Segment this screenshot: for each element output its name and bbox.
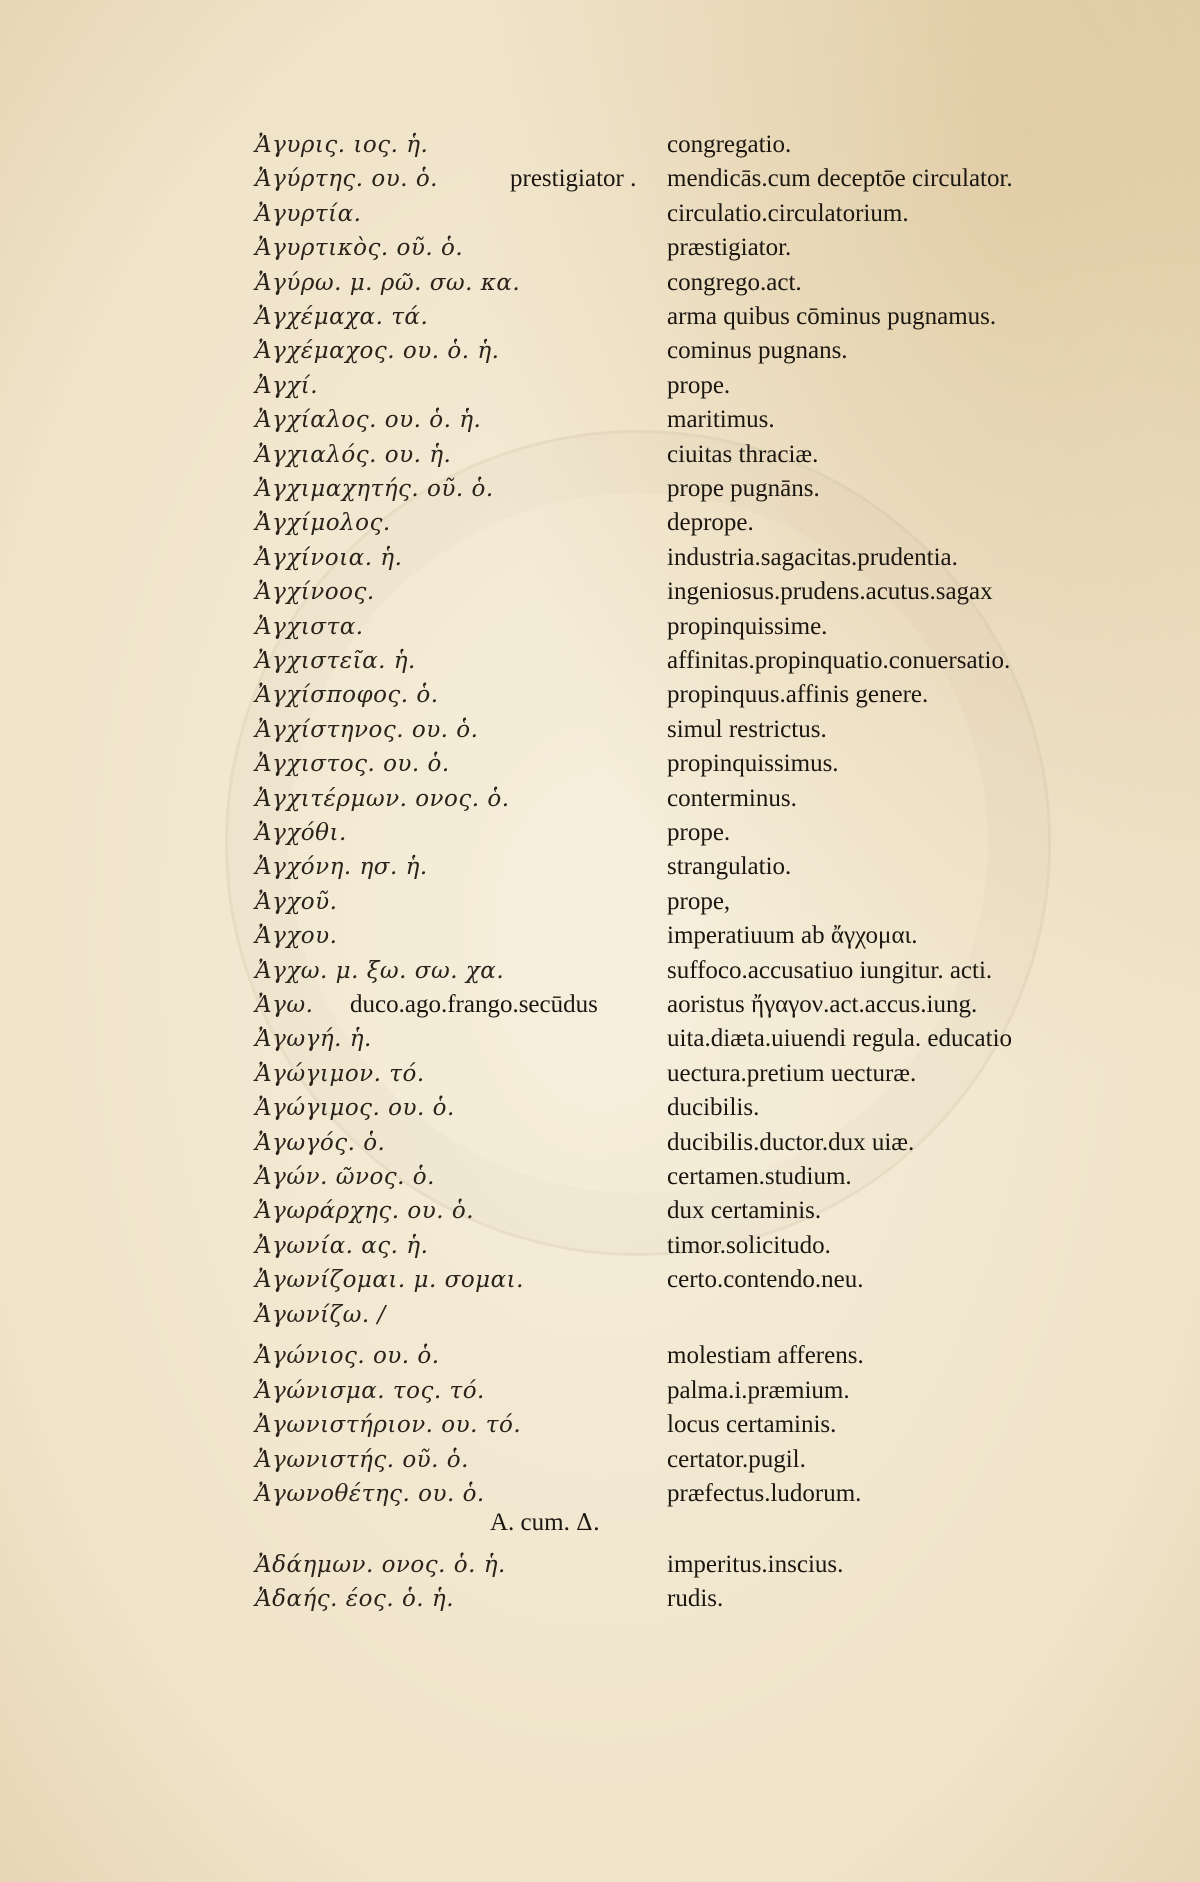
- entry-row: [255, 678, 1085, 712]
- greek-headword: Ἀγωνίζομαι. μ. σομαι.: [255, 1267, 524, 1293]
- latin-gloss: ingeniosus.prudens.acutus.sagax: [667, 578, 993, 605]
- greek-headword: Ἀγχίστηνος. ου. ὁ.: [255, 717, 479, 743]
- entry-row: [255, 713, 1085, 747]
- entry-row: [255, 1091, 1085, 1125]
- latin-gloss: suffoco.accusatiuo iungitur. acti.: [667, 957, 993, 984]
- entry-row: [255, 954, 1085, 988]
- entry-row: [255, 1443, 1085, 1477]
- latin-gloss: rudis.: [667, 1585, 724, 1612]
- greek-headword: Ἀγχιμαχητής. οῦ. ὁ.: [255, 476, 494, 502]
- entry-row: [255, 1160, 1085, 1194]
- latin-gloss: aoristus ἤγαγον.act.accus.iung.: [667, 991, 978, 1018]
- entry-row: [255, 438, 1085, 472]
- latin-gloss: strangulatio.: [667, 853, 792, 880]
- greek-headword: Ἀγώγιμος. ου. ὁ.: [255, 1095, 455, 1121]
- entry-row: [255, 1263, 1085, 1297]
- entry-row: [255, 1339, 1085, 1373]
- entry-row: [255, 300, 1085, 334]
- entry-row: [255, 1057, 1085, 1091]
- latin-gloss: congrego.act.: [667, 269, 802, 296]
- section-heading: [490, 1509, 600, 1537]
- entry-row: [255, 1548, 1085, 1582]
- greek-headword: Ἀγωγός. ὁ.: [255, 1130, 386, 1156]
- greek-headword: Ἀγχίνοος.: [255, 579, 375, 605]
- latin-gloss: locus certaminis.: [667, 1411, 837, 1438]
- latin-gloss: præstigiator.: [667, 234, 792, 261]
- greek-headword: Ἀγω.: [255, 992, 314, 1018]
- entry-row: [255, 816, 1085, 850]
- greek-headword: Ἀγυρις. ιος. ἡ.: [255, 132, 429, 158]
- latin-gloss: propinquissime.: [667, 613, 828, 640]
- entry-row: [255, 266, 1085, 300]
- greek-headword: Ἀγχί.: [255, 373, 319, 399]
- greek-headword: Ἀδάημων. ονος. ὁ. ἡ.: [255, 1552, 506, 1578]
- entry-row: [255, 885, 1085, 919]
- greek-headword: Ἀγχιτέρμων. ονος. ὁ.: [255, 786, 510, 812]
- greek-headword: Ἀγωνία. ας. ἡ.: [255, 1233, 429, 1259]
- greek-headword: Ἀγωράρχης. ου. ὁ.: [255, 1198, 475, 1224]
- entry-row: [255, 128, 1085, 162]
- greek-headword: Ἀγώνιος. ου. ὁ.: [255, 1343, 440, 1369]
- greek-headword: Ἀγχίσποφος. ὁ.: [255, 682, 439, 708]
- greek-headword: Ἀγχοῦ.: [255, 889, 338, 915]
- entry-row: [255, 1194, 1085, 1228]
- greek-headword: Ἀγών. ῶνος. ὁ.: [255, 1164, 435, 1190]
- inline-note: duco.ago.frango.secūdus: [350, 991, 598, 1018]
- latin-gloss: præfectus.ludorum.: [667, 1480, 862, 1507]
- greek-headword: Ἀγωνίζω. /: [255, 1302, 386, 1328]
- entry-row: [255, 541, 1085, 575]
- greek-headword: Ἀγώγιμον. τό.: [255, 1061, 425, 1087]
- entry-row: [255, 988, 1085, 1022]
- greek-headword: Ἀγχιστα.: [255, 614, 364, 640]
- latin-gloss: mendicās.cum deceptōe circulator.: [667, 165, 1013, 192]
- latin-gloss: dux certaminis.: [667, 1197, 822, 1224]
- greek-headword: Ἀγχίμολος.: [255, 510, 391, 536]
- latin-gloss: imperitus.inscius.: [667, 1551, 844, 1578]
- entry-row: [255, 747, 1085, 781]
- entry-row: [255, 162, 1085, 196]
- greek-headword: Ἀδαής. έος. ὁ. ἡ.: [255, 1586, 455, 1612]
- latin-gloss: prope.: [667, 372, 731, 399]
- entry-row: [255, 919, 1085, 953]
- latin-gloss: deprope.: [667, 509, 754, 536]
- greek-headword: Ἀγχίαλος. ου. ὁ. ἡ.: [255, 407, 482, 433]
- entry-row: [255, 231, 1085, 265]
- latin-gloss: affinitas.propinquatio.conuersatio.: [667, 647, 1011, 674]
- entry-row: [255, 1408, 1085, 1442]
- entry-row: [255, 506, 1085, 540]
- greek-headword: Ἀγώνισμα. τος. τό.: [255, 1378, 485, 1404]
- entry-row: [255, 1126, 1085, 1160]
- greek-headword: Ἀγχέμαχος. ου. ὁ. ἡ.: [255, 338, 500, 364]
- latin-gloss: prope.: [667, 819, 731, 846]
- entry-row: [255, 369, 1085, 403]
- latin-gloss: arma quibus cōminus pugnamus.: [667, 303, 997, 330]
- latin-gloss: uita.diæta.uiuendi regula. educatio: [667, 1025, 1013, 1052]
- entry-row: [255, 850, 1085, 884]
- greek-headword: Ἀγύρω. μ. ρῶ. σω. κα.: [255, 270, 521, 296]
- latin-gloss: prope,: [667, 888, 731, 915]
- greek-headword: Ἀγχόνη. ησ. ἡ.: [255, 854, 428, 880]
- greek-headword: Ἀγύρτης. ου. ὁ.: [255, 166, 438, 192]
- latin-gloss: congregatio.: [667, 131, 792, 158]
- greek-headword: Ἀγχόθι.: [255, 820, 347, 846]
- latin-gloss: ducibilis.ductor.dux uiæ.: [667, 1129, 915, 1156]
- latin-gloss: conterminus.: [667, 785, 797, 812]
- latin-gloss: ciuitas thraciæ.: [667, 441, 819, 468]
- section-letter: Δ.: [576, 1510, 601, 1536]
- entry-row: [255, 403, 1085, 437]
- latin-gloss: certo.contendo.neu.: [667, 1266, 864, 1293]
- entry-row: [255, 472, 1085, 506]
- entry-row: [255, 1582, 1085, 1616]
- latin-gloss: simul restrictus.: [667, 716, 827, 743]
- greek-headword: Ἀγχιστος. ου. ὁ.: [255, 751, 450, 777]
- latin-gloss: ducibilis.: [667, 1094, 760, 1121]
- latin-gloss: uectura.pretium uecturæ.: [667, 1060, 917, 1087]
- greek-headword: Ἀγχιστεῖα. ἡ.: [255, 648, 416, 674]
- entry-row: [255, 334, 1085, 368]
- inline-note: prestigiator .: [510, 165, 637, 192]
- entry-row: [255, 1298, 1085, 1332]
- entry-row: [255, 782, 1085, 816]
- entry-row: [255, 1477, 1085, 1511]
- latin-gloss: timor.solicitudo.: [667, 1232, 831, 1259]
- entry-row: [255, 575, 1085, 609]
- greek-headword: Ἀγχου.: [255, 923, 338, 949]
- latin-gloss: circulatio.circulatorium.: [667, 200, 909, 227]
- latin-gloss: cominus pugnans.: [667, 337, 848, 364]
- entry-row: [255, 1374, 1085, 1408]
- section-label: A. cum.: [490, 1509, 570, 1536]
- entry-row: [255, 1022, 1085, 1056]
- entry-row: [255, 197, 1085, 231]
- latin-gloss: prope pugnāns.: [667, 475, 820, 502]
- latin-gloss: propinquus.affinis genere.: [667, 681, 929, 708]
- entry-row: [255, 644, 1085, 678]
- latin-gloss: industria.sagacitas.prudentia.: [667, 544, 958, 571]
- greek-headword: Ἀγχίνοια. ἡ.: [255, 545, 403, 571]
- greek-headword: Ἀγωνιστής. οῦ. ὁ.: [255, 1447, 469, 1473]
- greek-headword: Ἀγχέμαχα. τά.: [255, 304, 429, 330]
- latin-gloss: propinquissimus.: [667, 750, 839, 777]
- greek-headword: Ἀγωγή. ἡ.: [255, 1026, 372, 1052]
- latin-gloss: certamen.studium.: [667, 1163, 852, 1190]
- greek-headword: Ἀγχιαλός. ου. ἡ.: [255, 442, 452, 468]
- greek-headword: Ἀγυρτία.: [255, 201, 362, 227]
- greek-headword: Ἀγωνιστήριον. ου. τό.: [255, 1412, 522, 1438]
- latin-gloss: certator.pugil.: [667, 1446, 806, 1473]
- greek-headword: Ἀγχω. μ. ξω. σω. χα.: [255, 958, 505, 984]
- entry-row: [255, 610, 1085, 644]
- greek-headword: Ἀγωνοθέτης. ου. ὁ.: [255, 1481, 485, 1507]
- latin-gloss: maritimus.: [667, 406, 775, 433]
- latin-gloss: imperatiuum ab ἄγχομαι.: [667, 922, 918, 949]
- entry-row: [255, 1229, 1085, 1263]
- greek-headword: Ἀγυρτικὸς. οῦ. ὁ.: [255, 235, 464, 261]
- latin-gloss: palma.i.præmium.: [667, 1377, 850, 1404]
- latin-gloss: molestiam afferens.: [667, 1342, 864, 1369]
